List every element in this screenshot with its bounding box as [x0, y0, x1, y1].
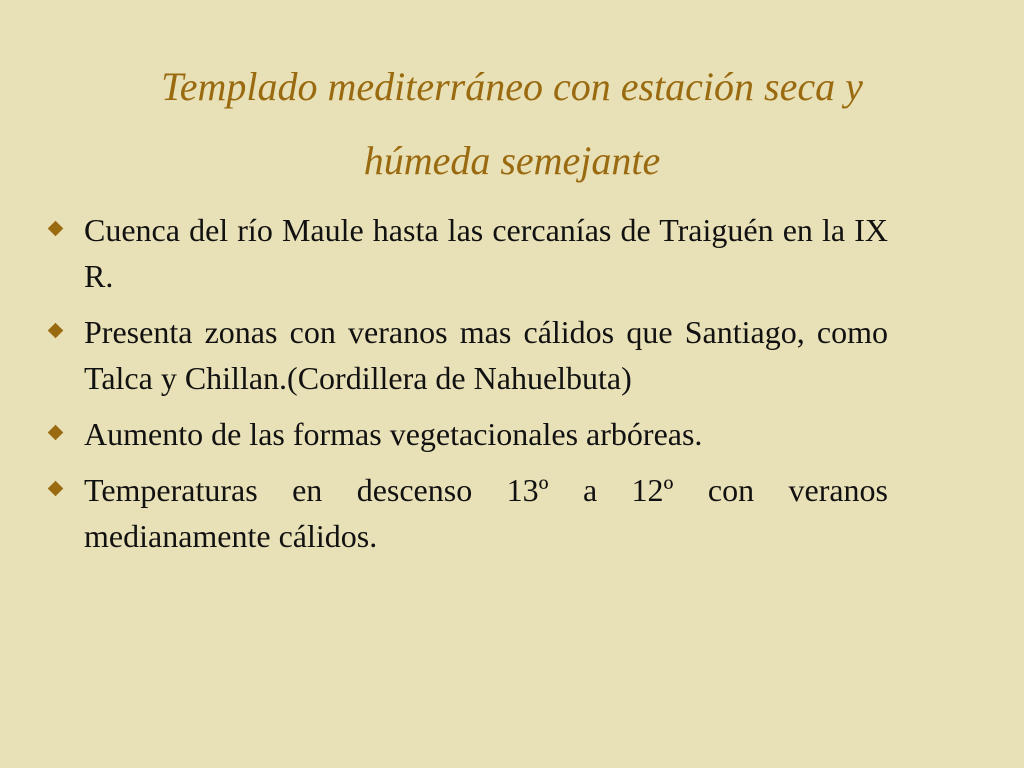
diamond-bullet-icon — [48, 221, 64, 237]
bullet-item — [46, 411, 888, 457]
bullet-text: Temperaturas en descenso 13º a 12º con veranos medianamente cálidos. — [84, 472, 888, 554]
slide-title-line-2: húmeda semejante — [363, 138, 661, 183]
bullet-text: Cuenca del río Maule hasta las cercanías de Traiguén en la IX R. — [84, 212, 888, 294]
diamond-bullet-icon — [48, 481, 64, 497]
bullet-list — [46, 207, 888, 569]
slide-title-line-1: Templado mediterráneo con estación seca y — [161, 64, 863, 109]
bullet-item — [46, 309, 888, 401]
diamond-bullet-icon — [48, 425, 64, 441]
bullet-item — [46, 467, 888, 559]
bullet-text: Presenta zonas con veranos mas cálidos que Santiago, como Talca y Chillan.(Cordillera de Nahuelbuta) — [84, 314, 888, 396]
bullet-item — [46, 207, 888, 299]
bullet-text: Aumento de las formas vegetacionales arbóreas. — [84, 416, 703, 452]
slide-title — [100, 50, 924, 198]
diamond-bullet-icon — [48, 323, 64, 339]
